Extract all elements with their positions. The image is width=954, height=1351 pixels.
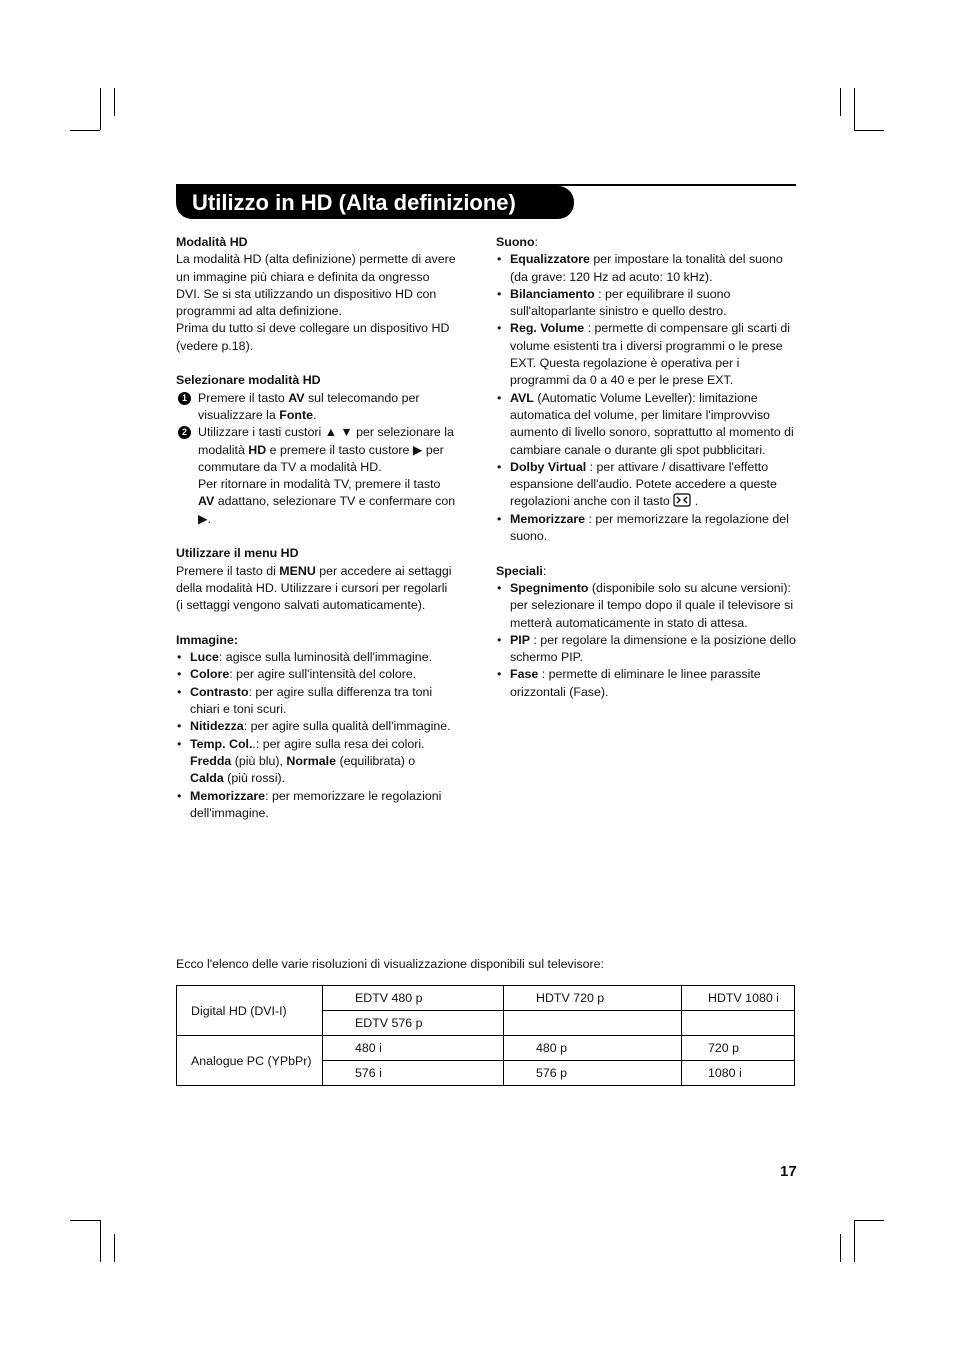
table-cell: EDTV 480 p <box>323 986 504 1011</box>
crop-mark <box>100 1220 101 1262</box>
row-header: Analogue PC (YPbPr) <box>177 1036 323 1086</box>
desc: per impostare la tonalità del suono (da grave: 120 Hz ad acuto: 10 kHz). <box>510 252 783 284</box>
table-cell: 480 i <box>323 1036 504 1061</box>
step-text: Utilizzare i tasti custori ▲ ▼ per selezionare la modalità <box>198 425 454 457</box>
desc: : per regolare la dimensione e la posizione dello schermo PIP. <box>510 632 796 665</box>
table-intro: Ecco l'elenco delle varie risoluzioni di visualizzazione disponibili sul televisore: <box>176 957 604 971</box>
colon: : <box>542 563 547 578</box>
right-column <box>496 234 796 701</box>
image-heading: Immagine: <box>176 632 238 647</box>
step-number-icon: 2 <box>178 426 191 439</box>
step-text: e premere il tasto custore ▶ per commutare da TV a modalità HD. <box>198 442 444 474</box>
term: Normale <box>286 753 336 768</box>
term: Memorizzare <box>190 788 266 803</box>
special-list <box>496 580 796 701</box>
table-cell: EDTV 576 p <box>323 1011 504 1036</box>
term: Bilanciamento <box>510 286 595 301</box>
desc: : per equilibrare il suono sull'altoparlante sinistro e quello destro. <box>510 286 731 319</box>
key-label: HD <box>248 442 267 457</box>
menu-heading: Utilizzare il menu HD <box>176 546 299 561</box>
desc: : agisce sulla luminosità dell'immagine. <box>218 650 433 665</box>
list-item <box>496 390 796 459</box>
key-label: AV <box>288 390 305 405</box>
term: Spegnimento <box>510 580 589 595</box>
table-cell: HDTV 720 p <box>504 986 682 1011</box>
term: Nitidezza <box>190 719 244 734</box>
desc: (più blu), <box>231 753 287 768</box>
list-item <box>496 632 796 667</box>
select-heading: Selezionare modalità HD <box>176 373 321 388</box>
list-item <box>496 459 796 511</box>
step-number-icon: 1 <box>178 392 191 405</box>
step-text: Premere il tasto <box>198 390 289 405</box>
surround-key-icon <box>673 493 691 507</box>
crop-mark <box>114 1234 115 1262</box>
desc: .: per agire sulla resa dei colori. <box>252 736 425 751</box>
menu-text <box>176 563 456 615</box>
row-header: Digital HD (DVI-I) <box>177 986 323 1036</box>
list-item <box>496 286 796 321</box>
colon: : <box>534 235 538 249</box>
list-item <box>176 666 456 683</box>
term: Contrasto <box>190 684 249 699</box>
list-item <box>496 251 796 286</box>
crop-mark <box>854 88 855 130</box>
title-banner <box>176 186 574 219</box>
step-2 <box>176 424 456 528</box>
crop-mark <box>70 130 100 131</box>
list-item <box>496 580 796 632</box>
term: Dolby Virtual <box>510 459 587 474</box>
list-item <box>176 684 456 719</box>
special-heading: Speciali <box>496 563 543 578</box>
sound-list <box>496 251 796 545</box>
step-text: adattano, selezionare TV e confermare con ▶. <box>198 494 456 526</box>
crop-mark <box>100 88 101 130</box>
step-text: Per ritornare in modalità TV, premere il tasto <box>198 477 441 492</box>
crop-mark <box>840 88 841 116</box>
step-1 <box>176 390 456 425</box>
table-cell: 576 p <box>504 1061 682 1086</box>
page-title: Utilizzo in HD (Alta definizione) <box>192 190 516 215</box>
table-cell: HDTV 1080 i <box>682 986 795 1011</box>
desc: . <box>691 494 699 509</box>
desc: : per memorizzare la regolazione del suono. <box>510 511 789 544</box>
mode-heading: Modalità HD <box>176 235 248 249</box>
step-text: sul telecomando per visualizzare la <box>198 390 420 422</box>
desc: : per attivare / disattivare l'effetto espansione dell'audio. Potete accedere a queste regolazioni anche con il tasto <box>510 459 777 509</box>
crop-mark <box>854 1220 884 1221</box>
menu-text-part: Premere il tasto di <box>176 563 280 578</box>
desc: : per memorizzare le regolazioni dell'immagine. <box>190 788 442 820</box>
term: PIP <box>510 632 530 647</box>
desc: : per agire sulla differenza tra toni chiari e toni scuri. <box>190 684 433 717</box>
sound-heading: Suono <box>496 235 535 249</box>
term: Fase <box>510 667 539 682</box>
key-label: Fonte <box>279 407 313 422</box>
mode-text: La modalità HD (alta definizione) permette di avere un immagine più chiara e definita da ongresso DVI. Se si sta utilizzando un dispositivo HD con programmi ad alta definizione. <box>176 252 456 319</box>
term: Colore <box>190 667 230 682</box>
table-cell: 1080 i <box>682 1061 795 1086</box>
key-label: MENU <box>279 563 316 578</box>
term: Reg. Volume <box>510 321 585 336</box>
desc: : per agire sull'intensità del colore. <box>229 667 417 682</box>
table-cell: 576 i <box>323 1061 504 1086</box>
mode-text-2: Prima du tutto si deve collegare un dispositivo HD (vedere p.18). <box>176 321 450 353</box>
desc: (equilibrata) o <box>336 753 416 768</box>
desc: (Automatic Volume Leveller): limitazione automatica del volume, per limitare l'improvviso aumento di livello sonoro, soprattutto al momento di cambiare canale o durante gli spot pubblicitari. <box>510 390 794 457</box>
list-item <box>176 736 456 788</box>
resolution-table <box>176 985 795 1086</box>
crop-mark <box>854 130 884 131</box>
left-column <box>176 234 456 822</box>
desc: : per agire sulla qualità dell'immagine. <box>243 719 451 734</box>
term: Calda <box>190 771 224 786</box>
table-cell: 720 p <box>682 1036 795 1061</box>
key-label: AV <box>198 494 215 509</box>
image-list <box>176 649 456 822</box>
desc: (più rossi). <box>223 771 286 786</box>
term: AVL <box>510 390 534 405</box>
crop-mark <box>114 88 115 116</box>
term: Equalizzatore <box>510 252 590 267</box>
desc: : permette di compensare gli scarti di volume esistenti tra i diversi programmi o le prese EXT. Questa regolazione è operativa per i programmi da 0 a 40 e per le prese EXT. <box>510 321 791 388</box>
list-item <box>176 788 456 823</box>
term: Temp. Col. <box>190 736 253 751</box>
table-cell: 480 p <box>504 1036 682 1061</box>
crop-mark <box>70 1220 100 1221</box>
list-item <box>496 666 796 701</box>
special-heading-line <box>496 563 796 580</box>
list-item <box>496 320 796 389</box>
list-item <box>176 718 456 735</box>
list-item <box>496 511 796 546</box>
crop-mark <box>854 1220 855 1262</box>
term: Fredda <box>190 753 232 768</box>
step-text: . <box>313 407 317 422</box>
desc: (disponibile solo su alcune versioni): per selezionare il tempo dopo il quale il televisore si metterà automaticamente in stato di attesa. <box>510 580 794 630</box>
table-cell <box>682 1011 795 1036</box>
table-row <box>177 1036 795 1061</box>
menu-text-part: per accedere ai settaggi della modalità HD. Utilizzare i cursori per regolarli (i settaggi vengono salvati automaticamente). <box>176 563 452 613</box>
table-row <box>177 986 795 1011</box>
sound-heading-line <box>496 234 796 251</box>
term: Luce <box>190 650 219 665</box>
term: Memorizzare <box>510 511 586 526</box>
desc: : permette di eliminare le linee parassite orizzontali (Fase). <box>510 667 761 699</box>
crop-mark <box>840 1234 841 1262</box>
table-cell <box>504 1011 682 1036</box>
page-number: 17 <box>780 1163 797 1180</box>
list-item <box>176 649 456 666</box>
